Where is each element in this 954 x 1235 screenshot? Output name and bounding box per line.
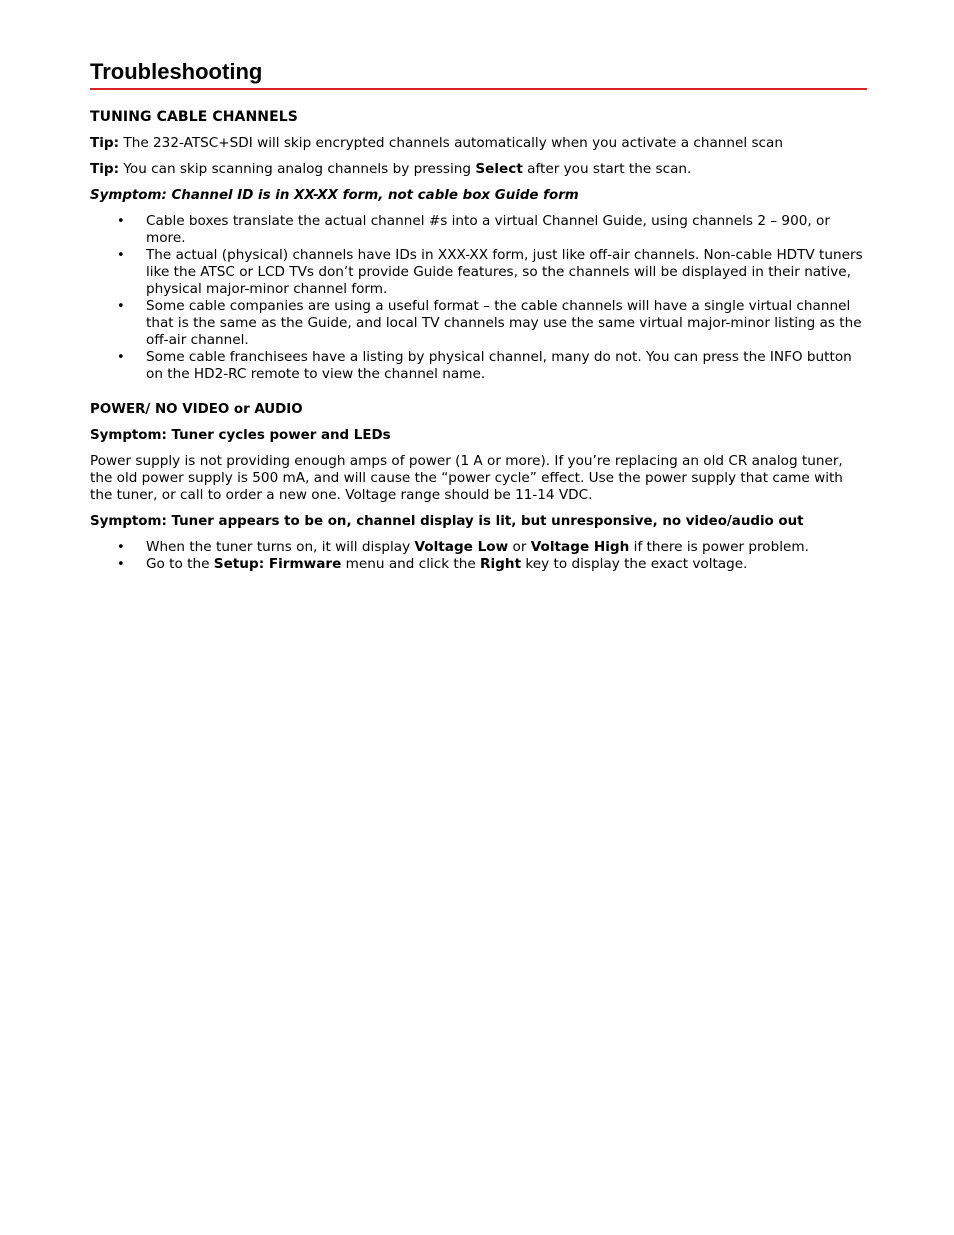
- setup-firmware-label: Setup: Firmware: [213, 556, 342, 572]
- tip-text: The 232-ATSC+SDI will skip encrypted channels automatically when you activate a channel scan: [119, 135, 783, 151]
- list-item-text: if there is power problem.: [629, 539, 809, 555]
- list-item-text: Some cable companies are using a useful format – the cable channels will have a single virtual channel that is the same as the Guide, and local TV channels may use the same virtual major-minor listing as the off-air channel.: [146, 298, 862, 348]
- section-heading-power: POWER/ NO VIDEO or AUDIO: [90, 402, 303, 417]
- document-body: [90, 58, 867, 591]
- bullet-icon: •: [117, 557, 125, 572]
- list-item: [90, 298, 867, 349]
- channel-id-bullet-list: [90, 213, 867, 383]
- section-heading-tuning: TUNING CABLE CHANNELS: [90, 109, 298, 125]
- tip-label: Tip:: [90, 135, 120, 151]
- tip-label: Tip:: [90, 161, 120, 177]
- list-item-text: menu and click the: [341, 556, 481, 572]
- tip-text: You can skip scanning analog channels by pressing: [119, 161, 476, 177]
- list-item: [90, 247, 867, 298]
- title-underline: [90, 88, 867, 90]
- page-title: Troubleshooting: [90, 59, 263, 84]
- bullet-icon: •: [117, 214, 125, 229]
- power-bullet-list: [90, 539, 867, 573]
- symptom-channel-id: Symptom: Channel ID is in XX-XX form, not cable box Guide form: [90, 188, 579, 203]
- tip-text: after you start the scan.: [522, 161, 692, 177]
- list-item-text: Go to the: [146, 556, 214, 572]
- list-item: [90, 539, 867, 556]
- list-item-text: When the tuner turns on, it will display: [146, 539, 415, 555]
- symptom-power-cycle: Symptom: Tuner cycles power and LEDs: [90, 428, 391, 443]
- list-item-text: key to display the exact voltage.: [521, 556, 748, 572]
- voltage-high-label: Voltage High: [530, 539, 630, 555]
- list-item-text: Some cable franchisees have a listing by physical channel, many do not. You can press the INFO button on the HD2-RC remote to view the channel name.: [146, 349, 852, 382]
- right-key-label: Right: [480, 556, 522, 572]
- symptom-unresponsive: Symptom: Tuner appears to be on, channel display is lit, but unresponsive, no video/audio out: [90, 514, 804, 529]
- bullet-icon: •: [117, 350, 125, 365]
- list-item-text: or: [508, 539, 531, 555]
- list-item: [90, 349, 867, 383]
- list-item-text: The actual (physical) channels have IDs in XXX-XX form, just like off-air channels. Non-cable HDTV tuners like the ATSC or LCD TVs don’t provide Guide features, so the channels will be displayed in their native, physical major-minor channel form.: [146, 247, 863, 297]
- list-item: [90, 556, 867, 573]
- tip-skip-analog: [90, 161, 867, 178]
- voltage-low-label: Voltage Low: [414, 539, 509, 555]
- bullet-icon: •: [117, 248, 125, 263]
- bullet-icon: •: [117, 540, 125, 555]
- tip-encrypted: [90, 135, 867, 152]
- list-item-text: Cable boxes translate the actual channel #s into a virtual Channel Guide, using channels 2 – 900, or more.: [146, 213, 830, 246]
- list-item: [90, 213, 867, 247]
- bullet-icon: •: [117, 299, 125, 314]
- select-key-label: Select: [475, 161, 523, 177]
- power-supply-paragraph: Power supply is not providing enough amps of power (1 A or more). If you’re replacing an old CR analog tuner, the old power supply is 500 mA, and will cause the “power cycle” effect. Use the power supply that came with the tuner, or call to order a new one. Voltage range should be 11-14 VDC.: [90, 453, 843, 503]
